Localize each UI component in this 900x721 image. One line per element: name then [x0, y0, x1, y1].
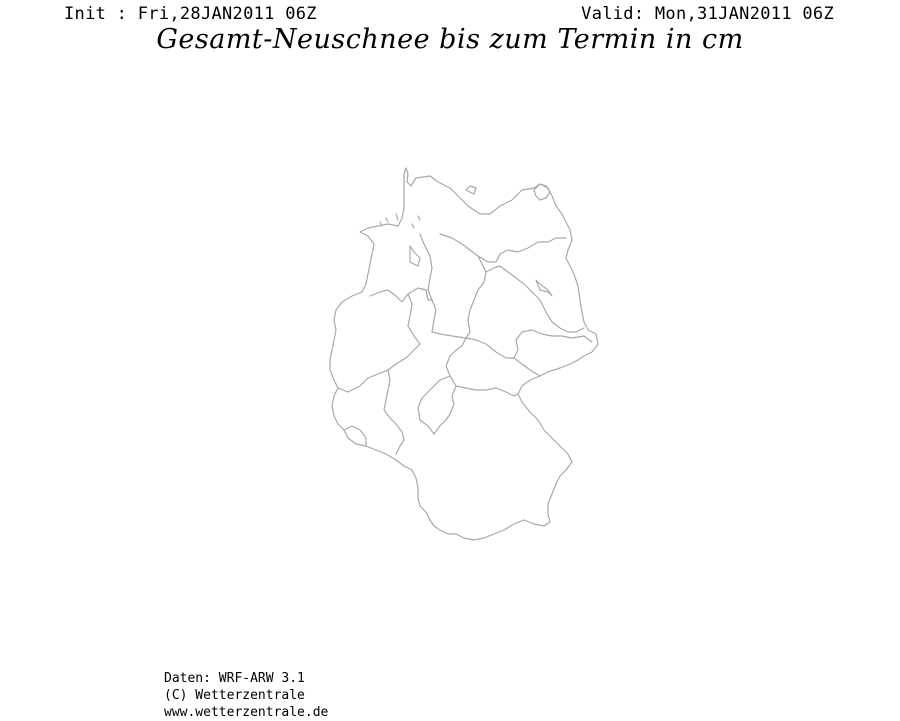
copyright-line: (C) Wetterzentrale [164, 688, 305, 703]
germany-country-outline [330, 168, 598, 540]
data-source-line: Daten: WRF-ARW 3.1 [164, 671, 305, 686]
state-borders [338, 234, 592, 454]
footer-credits [164, 670, 328, 721]
map-title: Gesamt-Neuschnee bis zum Termin in cm [156, 24, 744, 55]
fehmarn-island [466, 186, 476, 194]
init-time-label: Init : Fri,28JAN2011 06Z [64, 4, 317, 24]
website-line: www.wetterzentrale.de [164, 705, 329, 720]
valid-time-label: Valid: Mon,31JAN2011 06Z [581, 4, 834, 24]
